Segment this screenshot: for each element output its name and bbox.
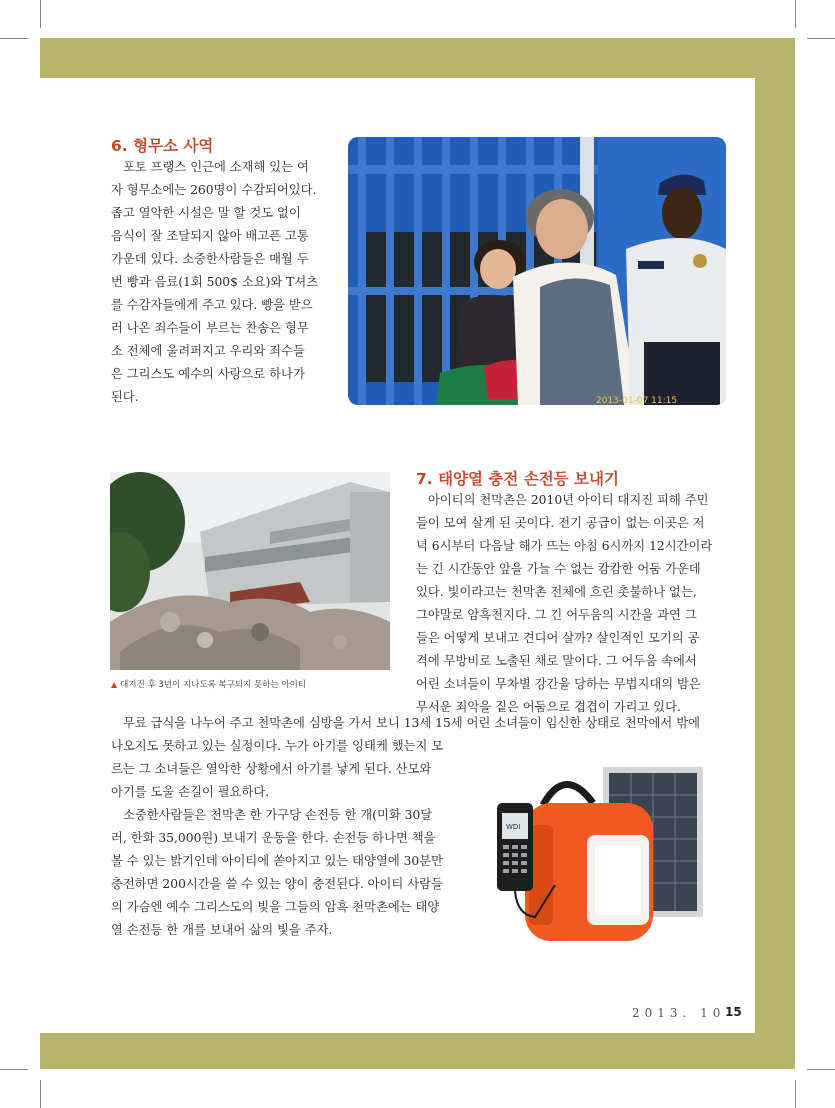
text-line: 들이 모여 살게 된 곳이다. 전기 공급이 없는 이곳은 저 — [416, 516, 705, 530]
prison-visit-illustration — [348, 137, 726, 405]
text-line: 충전하면 200시간을 쓸 수 있는 양이 충전된다. 아이티 사람들 — [111, 877, 443, 891]
text-line: 녁 6시부터 다음날 해가 뜨는 아침 6시까지 12시간이라 — [416, 539, 713, 553]
text-line: 무서운 죄악을 짙은 어둠으로 겹겹이 가리고 있다. — [416, 700, 681, 714]
text-line: 무료 급식을 나누어 주고 천막촌에 심방을 가서 보니 13세 15세 어린 소녀들이 임신한 상태로 천막에서 밖에 — [123, 716, 700, 730]
section7-heading: 7. 태양열 충전 손전등 보내기 — [416, 470, 619, 488]
crop-mark — [807, 38, 835, 39]
text-line: 는 긴 시간동안 앞을 가늘 수 없는 캄캄한 어둠 가운데 — [416, 562, 701, 576]
phone-screen-text: WDI — [506, 823, 521, 831]
crop-mark — [795, 1080, 796, 1108]
text-line: 있다. 빛이라고는 천막촌 전체에 흐린 촛불하나 없는, — [416, 585, 697, 599]
photo-timestamp: 2013-01-07 11:15 — [596, 396, 678, 405]
text-line: 포토 프랭스 인근에 소재해 있는 여 — [123, 160, 309, 174]
text-line: 를 수감자들에게 주고 있다. 빵을 받으 — [111, 298, 313, 312]
crop-mark — [795, 0, 796, 28]
solar-lantern-photo — [495, 765, 715, 950]
text-line: 된다. — [111, 390, 139, 404]
caption-text: 대지진 후 3년이 지나도록 복구되지 못하는 아이티 — [120, 680, 306, 690]
earthquake-damage-illustration — [110, 472, 390, 670]
text-line: 소중한사람들은 천막촌 한 가구당 손전등 한 개(미화 30달 — [123, 808, 433, 822]
text-line: 아기를 도울 손길이 필요하다. — [111, 785, 270, 799]
page-number: 15 — [725, 1005, 742, 1019]
section7-body-top — [416, 489, 712, 719]
frame-top-band — [40, 38, 795, 78]
text-line: 들은 어떻게 보내고 견디어 살까? 살인적인 모기의 공 — [416, 631, 700, 645]
frame-bottom-band — [40, 1033, 795, 1069]
text-line: 좁고 열악한 시설은 말 할 것도 없이 — [111, 206, 301, 220]
crop-mark — [0, 38, 28, 39]
text-line: 러 나온 죄수들이 부르는 찬송은 형무 — [111, 321, 309, 335]
earthquake-damage-photo — [110, 472, 390, 670]
solar-lantern-illustration — [495, 765, 715, 950]
text-line: 자 형무소에는 260명이 수감되어있다. — [111, 183, 317, 197]
frame-right-band — [755, 38, 795, 1033]
crop-mark — [807, 1069, 835, 1070]
issue-date: 2013. 10 — [632, 1006, 726, 1020]
section6-heading: 6. 형무소 사역 — [111, 137, 214, 155]
text-line: 소 전체에 울려퍼지고 우리와 죄수들 — [111, 344, 305, 358]
text-line: 음식이 잘 조달되지 않아 배고픈 고통 — [111, 229, 309, 243]
text-line: 가운데 있다. 소중한사람들은 매월 두 — [111, 252, 309, 266]
text-line: 어린 소녀들이 무차별 강간을 당하는 무법지대의 밤은 — [416, 677, 701, 691]
text-line: 은 그리스도 예수의 사랑으로 하나가 — [111, 367, 305, 381]
text-line: 러, 한화 35,000원) 보내기 운동을 한다. 손전등 하나면 책을 — [111, 831, 436, 845]
text-line: 의 가슴엔 예수 그리스도의 빛을 그들의 암흑 천막촌에는 태양 — [111, 900, 440, 914]
photo-caption — [111, 678, 306, 690]
crop-mark — [0, 1069, 28, 1070]
prison-visit-photo — [348, 137, 726, 405]
text-line: 격에 무방비로 노출된 채로 말이다. 그 어두움 속에서 — [416, 654, 697, 668]
text-line: 그야말로 암흑천지다. 그 긴 어두움의 시간을 과연 그 — [416, 608, 697, 622]
text-line: 볼 수 있는 밝기인데 아이티에 쏟아지고 있는 태양열에 30분만 — [111, 854, 444, 868]
text-line: 아이티의 천막촌은 2010년 아이티 대지진 피해 주민 — [428, 493, 709, 507]
triangle-icon: ▲ — [111, 680, 118, 689]
text-line: 나오지도 못하고 있는 실정이다. 누가 아기를 잉태케 했는지 모 — [111, 739, 444, 753]
crop-mark — [40, 0, 41, 28]
text-line: 르는 그 소녀들은 열악한 상황에서 아기를 낳게 된다. 산모와 — [111, 762, 432, 776]
text-line: 열 손전등 한 개를 보내어 삶의 빛을 주자. — [111, 923, 333, 937]
crop-mark — [40, 1080, 41, 1108]
section6-body — [111, 156, 318, 409]
text-line: 번 빵과 음료(1회 500$ 소요)와 T셔츠 — [111, 275, 319, 289]
